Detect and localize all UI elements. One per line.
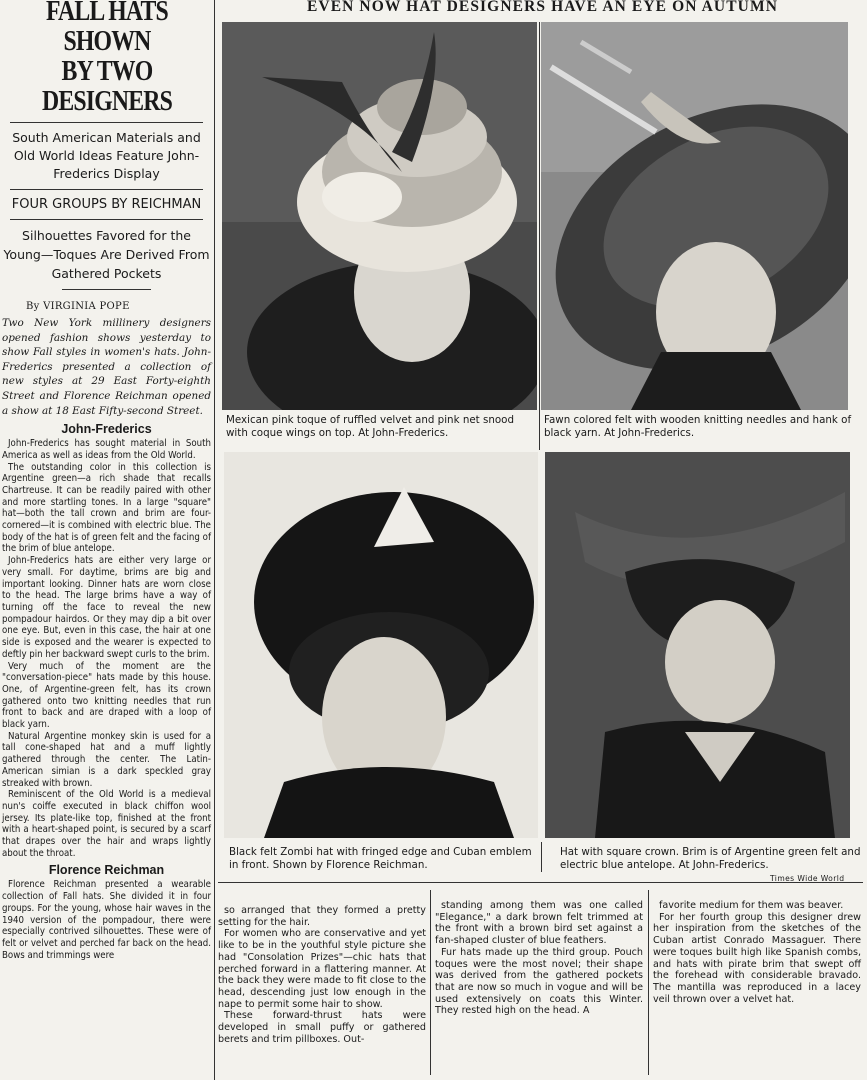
top-headline: EVEN NOW HAT DESIGNERS HAVE AN EYE ON AUTUMN bbox=[306, 0, 778, 15]
divider bbox=[62, 289, 151, 290]
photo-credit: Times Wide World bbox=[770, 874, 845, 883]
paragraph: These forward-thrust hats were developed in small puffy or gathered berets and trim pillboxes. Out- bbox=[218, 1010, 426, 1045]
photo-image bbox=[545, 452, 850, 838]
paragraph: Very much of the moment are the "conversation-piece" hats made by this house. One, of Argentine-green felt, has its crown gathered onto two knitting needles that run front to back and are draped with a loop of black yarn. bbox=[2, 660, 211, 731]
divider bbox=[218, 882, 863, 883]
paragraph: John-Frederics hats are either very large or very small. For daytime, brims are big and important looking. Dinner hats are worn close to the head. The large brims have a way of turning off the face to reveal the new pompadour hairdos. Or they may dip a bit over one eye. But, even in this case, the hair at one side is exposed and the wearer is expected to deftly pin her backward swept curls to the brim. bbox=[2, 555, 211, 660]
caption-photo-4: Hat with square crown. Brim is of Argentine green felt and electric blue antelope. At John-Frederics. bbox=[560, 846, 861, 871]
paragraph: John-Frederics has sought material in South America as well as ideas from the Old World. bbox=[2, 438, 211, 461]
photo-zombi-hat bbox=[224, 452, 538, 838]
article-column bbox=[0, 0, 215, 1080]
photo-spread-headline bbox=[218, 0, 867, 22]
subhead-florence-reichman: Florence Reichman bbox=[48, 863, 165, 878]
paragraph: Fur hats made up the third group. Pouch toques were the most novel; their shape was derived from the gathered pockets that are now so much in vogue and will be used extensively on coats this Winter. They rested high on the head. A bbox=[435, 946, 643, 1017]
photo-image bbox=[222, 22, 537, 410]
paragraph: Florence Reichman presented a wearable collection of Fall hats. She divided it in four groups. For the young, whose hair waves in the 1940 version of the pompadour, there were especially contrived silhouettes. These were of felt or velvet and perched far back on the head. Bows and trimmings were bbox=[2, 879, 211, 961]
deck-2: FOUR GROUPS BY REICHMAN bbox=[11, 197, 202, 212]
section-florence-reichman bbox=[2, 879, 211, 961]
paragraph: standing among them was one called "Elegance," a dark brown felt trimmed at the front with a brown bird set against a fan-shaped cluster of blue feathers. bbox=[435, 900, 643, 947]
divider bbox=[10, 189, 203, 190]
deck-3: Silhouettes Favored for the Young—Toques Are Derived From Gathered Pockets bbox=[3, 228, 210, 281]
headline bbox=[5, 0, 210, 116]
caption-photo-2: Fawn colored felt with wooden knitting needles and hank of black yarn. At John-Frederics. bbox=[544, 414, 852, 439]
headline-line-2: BY TWO DESIGNERS bbox=[41, 55, 173, 117]
photo-fawn-felt bbox=[541, 22, 848, 410]
divider bbox=[10, 122, 203, 123]
paragraph: Natural Argentine monkey skin is used for a tall cone-shaped hat and a muff lightly gathered through the center. The Latin-American simian is a dark speckled gray streaked with brown. bbox=[2, 730, 211, 789]
photo-image bbox=[224, 452, 538, 838]
paragraph: so arranged that they formed a pretty setting for the hair. bbox=[218, 905, 426, 928]
divider bbox=[10, 219, 203, 220]
photo-pink-toque bbox=[222, 22, 537, 410]
paragraph: For women who are conservative and yet like to be in the youthful style picture she had "Consolation Prizes"—chic hats that perched forward in a flattering manner. At the back they were made to fit close to the head, descending just low enough in the nape to permit some hair to show. bbox=[218, 928, 426, 1010]
paragraph: favorite medium for them was beaver. bbox=[659, 900, 844, 911]
lower-column-1 bbox=[218, 905, 426, 1045]
deck-1: South American Materials and Old World Ideas Feature John-Frederics Display bbox=[12, 130, 201, 181]
section-john-frederics bbox=[2, 438, 211, 859]
lower-column-3 bbox=[653, 900, 861, 1005]
divider bbox=[430, 890, 431, 1075]
caption-photo-1: Mexican pink toque of ruffled velvet and pink net snood with coque wings on top. At John-Frederics. bbox=[226, 414, 515, 439]
paragraph: For her fourth group this designer drew her inspiration from the sketches of the Cuban artist Conrado Massaguer. There were toques built high like Spanish combs, and hats with pirate brim that swept off the forehead with considerable bravado. The mantilla was reproduced in a lacey veil thrown over a velvet hat. bbox=[653, 911, 861, 1005]
paragraph: Reminiscent of the Old World is a medieval nun's coiffe executed in black chiffon wool jersey. Its plate-like top, finished at the front with a heart-shaped point, is secured by a scarf that drapes over the hair and wraps lightly about the throat. bbox=[2, 789, 211, 859]
divider bbox=[539, 22, 540, 450]
caption-photo-3: Black felt Zombi hat with fringed edge and Cuban emblem in front. Shown by Florence Reichman. bbox=[229, 846, 532, 871]
byline: By VIRGINIA POPE bbox=[26, 301, 130, 312]
divider bbox=[648, 890, 649, 1075]
headline-line-1: FALL HATS SHOWN bbox=[46, 0, 168, 57]
paragraph: The outstanding color in this collection is Argentine green—a rich shade that recalls Chartreuse. It can be readily paired with other and more startling tones. In a large "square" hat—both the tall crown and brim are four-cornered—it is combined with electric blue. The body of the hat is of green felt and the facing of the brim of blue antelope. bbox=[2, 461, 211, 555]
lower-column-2 bbox=[435, 900, 643, 1017]
subhead-john-frederics: John-Frederics bbox=[61, 422, 152, 437]
photo-square-crown bbox=[545, 452, 850, 838]
lead-paragraph: Two New York millinery designers opened fashion shows yesterday to show Fall styles in women's hats. John-Frederics presented a collection of new styles at 29 East Forty-eighth Street and Florence Reichman opened a show at 18 East Fifty-second Street. bbox=[2, 317, 211, 417]
divider bbox=[541, 842, 542, 872]
photo-image bbox=[541, 22, 848, 410]
